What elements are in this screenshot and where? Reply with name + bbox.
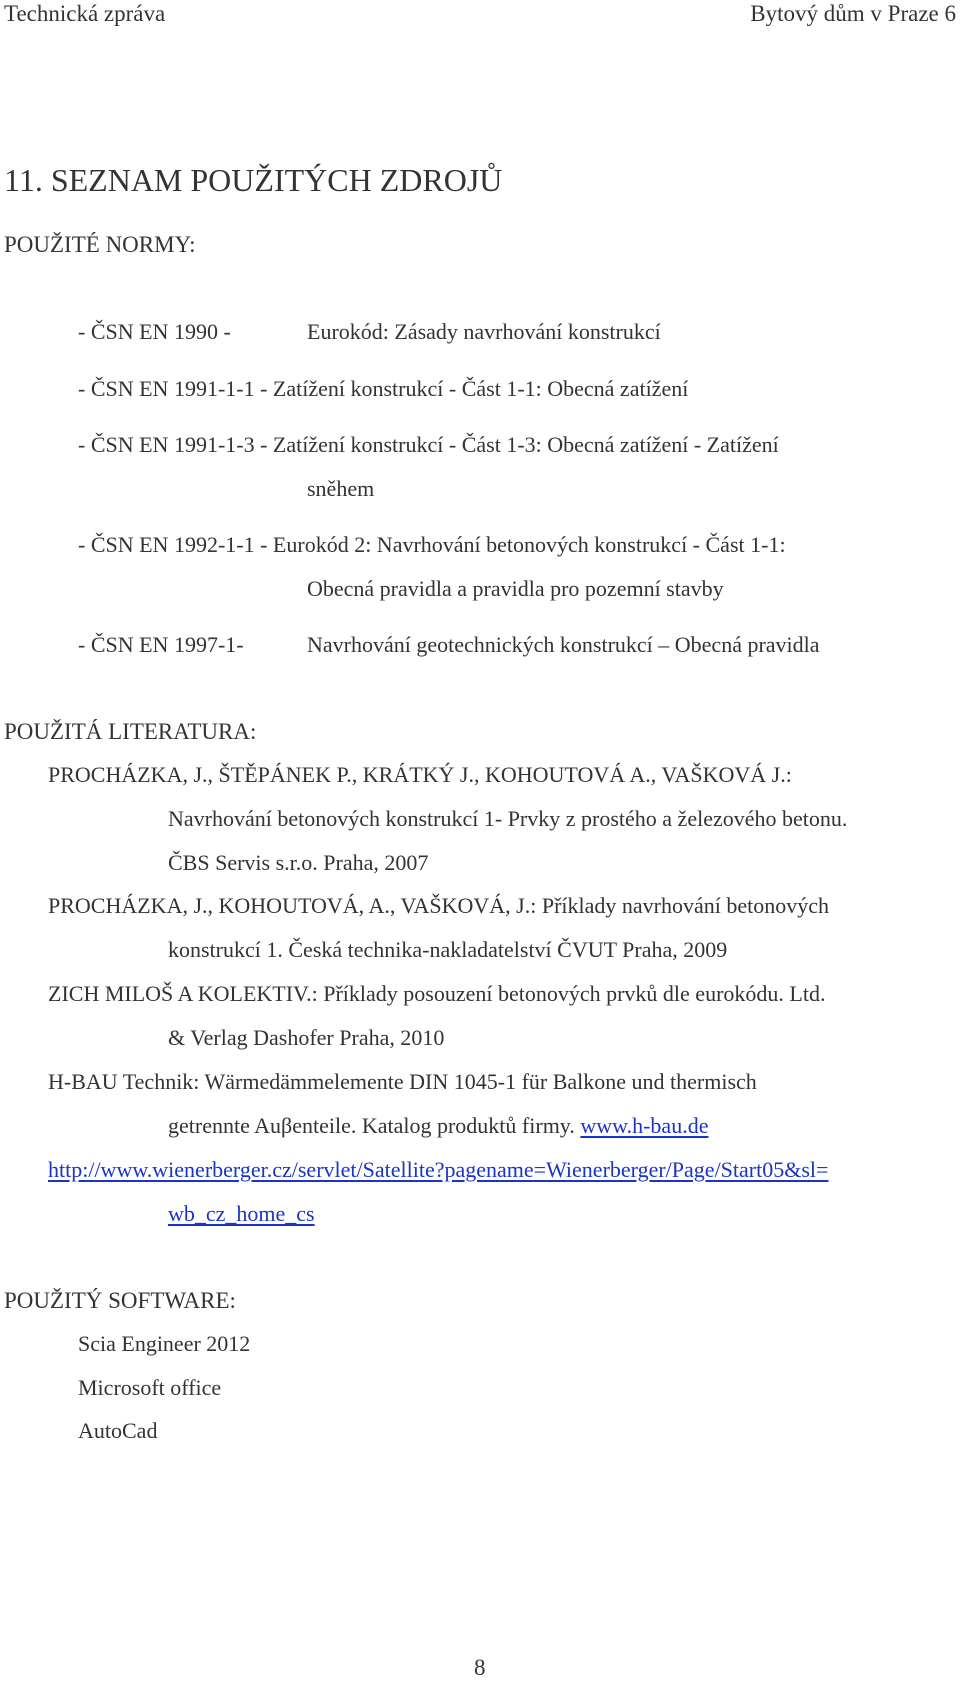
norm-code: - ČSN EN 1997-1- (78, 632, 244, 657)
software-item: Microsoft office (78, 1375, 222, 1400)
norm-line: - ČSN EN 1991-1-3 - Zatížení konstrukcí - Část 1-3: Obecná zatížení - Zatížení (78, 432, 779, 457)
literature-line: konstrukcí 1. Česká technika-nakladatelství ČVUT Praha, 2009 (168, 937, 728, 962)
norm-line-cont: Obecná pravidla a pravidla pro pozemní stavby (307, 576, 724, 601)
literature-line: getrennte Auβenteile. Katalog produktů firmy. (168, 1113, 581, 1138)
literature-line: H-BAU Technik: Wärmedämmelemente DIN 1045-1 für Balkone und thermisch (48, 1069, 757, 1094)
wienerberger-link[interactable]: http://www.wienerberger.cz/servlet/Satellite?pagename=Wienerberger/Page/Start05&sl= (48, 1157, 829, 1182)
software-item: Scia Engineer 2012 (78, 1331, 251, 1356)
wienerberger-link-line (48, 1159, 828, 1181)
wienerberger-link-cont-line (168, 1203, 315, 1225)
hbau-link[interactable]: www.h-bau.de (580, 1113, 709, 1138)
literature-heading: POUŽITÁ LITERATURA: (4, 719, 257, 744)
literature-line-with-link (168, 1115, 708, 1137)
norms-heading: POUŽITÉ NORMY: (4, 232, 196, 257)
page-number: 8 (474, 1655, 486, 1680)
literature-line: ZICH MILOŠ A KOLEKTIV.: Příklady posouzení betonových prvků dle eurokódu. Ltd. (48, 981, 826, 1006)
norm-line: - ČSN EN 1991-1-1 - Zatížení konstrukcí - Část 1-1: Obecná zatížení (78, 376, 689, 401)
section-title: 11. SEZNAM POUŽITÝCH ZDROJŮ (4, 162, 503, 198)
header-left: Technická zpráva (4, 1, 166, 26)
norm-desc: Navrhování geotechnických konstrukcí – Obecná pravidla (307, 632, 820, 657)
wienerberger-link-cont[interactable]: wb_cz_home_cs (168, 1201, 315, 1226)
literature-line: Navrhování betonových konstrukcí 1- Prvky z prostého a železového betonu. (168, 806, 848, 831)
software-heading: POUŽITÝ SOFTWARE: (4, 1288, 236, 1313)
literature-line: PROCHÁZKA, J., KOHOUTOVÁ, A., VAŠKOVÁ, J.: Příklady navrhování betonových (48, 893, 829, 918)
literature-line: PROCHÁZKA, J., ŠTĚPÁNEK P., KRÁTKÝ J., KOHOUTOVÁ A., VAŠKOVÁ J.: (48, 762, 792, 787)
norm-line: - ČSN EN 1992-1-1 - Eurokód 2: Navrhování betonových konstrukcí - Část 1-1: (78, 532, 786, 557)
software-item: AutoCad (78, 1418, 158, 1443)
header-right: Bytový dům v Praze 6 (750, 1, 956, 26)
literature-line: ČBS Servis s.r.o. Praha, 2007 (168, 850, 429, 875)
norm-line-cont: sněhem (307, 476, 375, 501)
norm-desc: Eurokód: Zásady navrhování konstrukcí (307, 319, 661, 344)
norm-code: - ČSN EN 1990 - (78, 319, 231, 344)
literature-line: & Verlag Dashofer Praha, 2010 (168, 1025, 445, 1050)
